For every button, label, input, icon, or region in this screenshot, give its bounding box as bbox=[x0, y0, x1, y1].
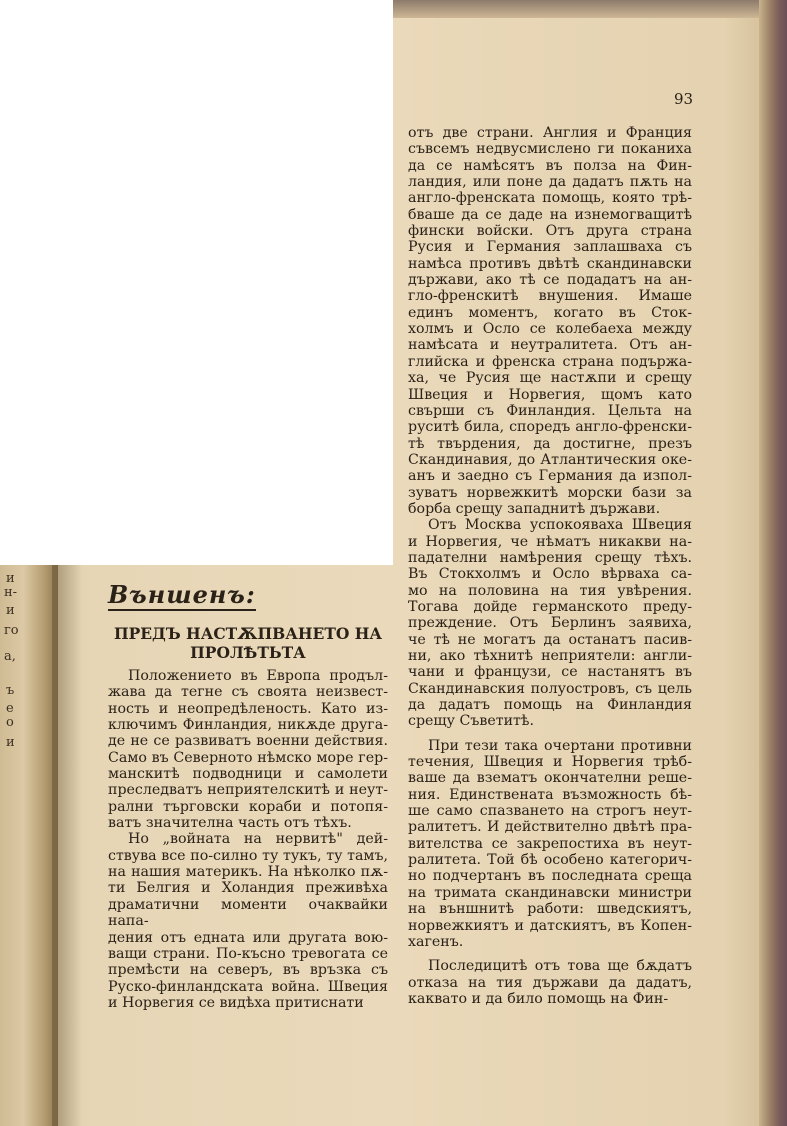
text-line: ше само спазването на строгъ неут- bbox=[408, 803, 692, 820]
text-line: Скандинавския полуостровъ, съ цель bbox=[408, 680, 692, 697]
blank-area bbox=[0, 0, 393, 565]
text-line: При тези така очертани противни bbox=[428, 737, 692, 754]
text-line: съвсемъ недвусмислено ги поканиха bbox=[408, 141, 692, 158]
text-line: ни, ако тѣхнитѣ неприятели: англи- bbox=[408, 648, 692, 664]
text-line: борба срещу западнитѣ държави. bbox=[408, 500, 661, 517]
text-line: да се намѣсятъ въ полза на Фин- bbox=[408, 157, 692, 174]
margin-fragment: и bbox=[6, 735, 15, 750]
text-line: Русия и Германия заплашваха съ bbox=[408, 239, 692, 256]
text-line: Руско-финландската война. Швеция bbox=[108, 978, 388, 995]
text-line: зуватъ норвежкитѣ морски бази за bbox=[408, 484, 692, 501]
margin-fragment: го bbox=[4, 623, 19, 638]
margin-fragment: а, bbox=[4, 649, 16, 664]
text-line: и Норвегия, че нѣматъ никакви на- bbox=[408, 533, 692, 550]
text-line: отъ две страни. Англия и Франция bbox=[408, 125, 692, 141]
right-paragraph-4 bbox=[408, 958, 692, 1007]
margin-fragment: и bbox=[6, 571, 15, 586]
text-line: Само въ Северното нѣмско море гер- bbox=[108, 749, 388, 766]
text-line: намѣсата и неутралитета. Отъ ан- bbox=[408, 337, 692, 354]
text-line: Последицитѣ отъ това ще бѫдатъ bbox=[428, 958, 692, 975]
text-line: течения, Швеция и Норвегия трѣб- bbox=[408, 754, 692, 771]
text-line: чани и французи, се настанятъ въ bbox=[408, 664, 692, 681]
right-paragraph-3 bbox=[408, 738, 692, 950]
text-line: холмъ и Осло се колебаеха между bbox=[408, 321, 692, 338]
text-line: ралитетъ. И действително двѣтѣ пра- bbox=[408, 819, 692, 836]
page-fold-shadow bbox=[52, 565, 82, 1126]
text-line: срещу Съветитѣ. bbox=[408, 713, 534, 730]
page-number: 93 bbox=[674, 90, 694, 108]
previous-page-edge bbox=[0, 565, 58, 1126]
text-line: Въ Стокхолмъ и Осло вѣрваха са- bbox=[408, 566, 692, 583]
text-line: де не се развиватъ военни действия. bbox=[108, 733, 388, 750]
text-line: и Норвегия се видѣха притиснати bbox=[108, 994, 364, 1011]
text-line: ваше да взематъ окончателни реше- bbox=[408, 770, 692, 787]
right-paragraph-2 bbox=[408, 517, 692, 729]
text-line: намѣса противъ двѣтѣ скандинавски bbox=[408, 255, 692, 272]
section-heading: Външенъ: bbox=[108, 580, 256, 609]
margin-fragment: и bbox=[6, 603, 15, 618]
text-line: мо на половина на тия увѣрения. bbox=[408, 582, 692, 599]
text-line: ватъ значителна часть отъ тѣхъ. bbox=[108, 815, 352, 832]
margin-fragment: ъ bbox=[6, 683, 15, 698]
text-line: вителства се закрепостиха въ неут- bbox=[408, 835, 692, 852]
text-line: преследватъ неприятелскитѣ и неут- bbox=[108, 782, 388, 799]
left-paragraph-2 bbox=[108, 831, 388, 1011]
text-line: рални търговски кораби и потопя- bbox=[108, 798, 388, 815]
text-line: премѣсти на северъ, въ връзка съ bbox=[108, 962, 388, 979]
text-line: глийска и френска страна подържа- bbox=[408, 353, 692, 370]
text-line: отказа на тия държави да дадатъ, bbox=[408, 974, 692, 991]
left-paragraph-1 bbox=[108, 668, 388, 831]
text-line: Тогава дойде германското преду- bbox=[408, 598, 692, 615]
text-line: че тѣ не могатъ да останатъ пасив- bbox=[408, 631, 692, 648]
right-column bbox=[408, 125, 692, 1007]
text-line: ключимъ Финландия, никѫде друга- bbox=[108, 717, 388, 734]
article-title bbox=[108, 624, 388, 662]
text-line: държави, ако тѣ се подадатъ на ан- bbox=[408, 272, 692, 289]
text-line: падателни намѣрения срещу тѣхъ. bbox=[408, 549, 692, 566]
right-paragraph-1 bbox=[408, 125, 692, 517]
text-line: анъ и заедно съ Германия да изпол- bbox=[408, 468, 692, 485]
text-line: бваше да се даде на изнемогващитѣ bbox=[408, 206, 692, 223]
text-line: Швеция и Норвегия, щомъ като bbox=[408, 386, 692, 403]
text-line: преждение. Отъ Берлинъ заявиха, bbox=[408, 615, 692, 632]
text-line: ти Белгия и Холандия преживѣха bbox=[108, 880, 388, 897]
text-line: единъ моментъ, когато въ Сток- bbox=[408, 304, 692, 321]
text-line: ващи страни. По-късно тревогата се bbox=[108, 945, 388, 962]
text-line: свърши съ Финландия. Цельта на bbox=[408, 402, 692, 419]
text-line: ралитета. Той бѣ особено категорич- bbox=[408, 852, 692, 869]
text-line: руситѣ била, споредъ англо-френски- bbox=[408, 419, 692, 436]
text-line: англо-френската помощь, която трѣ- bbox=[408, 190, 692, 207]
article-title-line: ПРЕДЪ НАСТѪПВАНЕТО НА bbox=[113, 624, 383, 643]
text-line: гло-френскитѣ внушения. Имаше bbox=[408, 288, 692, 305]
text-line: дения отъ едната или другата вою- bbox=[108, 929, 388, 946]
margin-fragment: н- bbox=[4, 585, 18, 600]
text-line: ность и неопредѣленость. Като из- bbox=[108, 700, 388, 717]
margin-fragment: о bbox=[6, 715, 14, 730]
text-line: Скандинавия, до Атлантическия оке- bbox=[408, 451, 692, 468]
text-line: Но „войната на нервитѣ" дей- bbox=[128, 831, 388, 848]
text-line: фински войски. Отъ друга страна bbox=[408, 223, 692, 240]
text-line: ха, че Русия ще настѫпи и срещу bbox=[408, 370, 692, 387]
text-line: да дадатъ помощь на Финландия bbox=[408, 697, 692, 714]
text-line: ствува все по-силно ту тукъ, ту тамъ, bbox=[108, 847, 388, 864]
text-line: каквато и да било помощь на Фин- bbox=[408, 990, 669, 1007]
article-title-line: ПРОЛѢТЬТА bbox=[190, 643, 306, 662]
binding-top-edge bbox=[393, 0, 787, 18]
text-line: но подчертанъ въ последната среща bbox=[408, 868, 692, 885]
text-line: ния. Единствената възможность бѣ- bbox=[408, 786, 692, 803]
left-column bbox=[108, 668, 388, 1011]
text-line: на нашия материкъ. На нѣколко пѫ- bbox=[108, 864, 388, 881]
text-line: на тримата скандинавски министри bbox=[408, 884, 692, 901]
book-binding bbox=[759, 0, 787, 1126]
text-line: норвежкиятъ и датскиятъ, въ Копен- bbox=[408, 917, 692, 934]
text-line: жава да тегне съ своята неизвест- bbox=[108, 684, 388, 701]
text-line: манскитѣ подводници и самолети bbox=[108, 766, 388, 783]
text-line: Положението въ Европа продъл- bbox=[128, 668, 388, 684]
text-line: Отъ Москва успокояваха Швеция bbox=[428, 517, 692, 534]
text-line: на външнитѣ работи: шведскиятъ, bbox=[408, 901, 692, 918]
text-line: тѣ твърдения, да достигне, презъ bbox=[408, 435, 692, 452]
text-line: хагенъ. bbox=[408, 933, 464, 950]
text-line: ландия, или поне да дадатъ пѫть на bbox=[408, 174, 692, 191]
margin-fragment: е bbox=[6, 701, 14, 716]
text-line: драматични моменти очаквайки напа- bbox=[108, 896, 388, 930]
